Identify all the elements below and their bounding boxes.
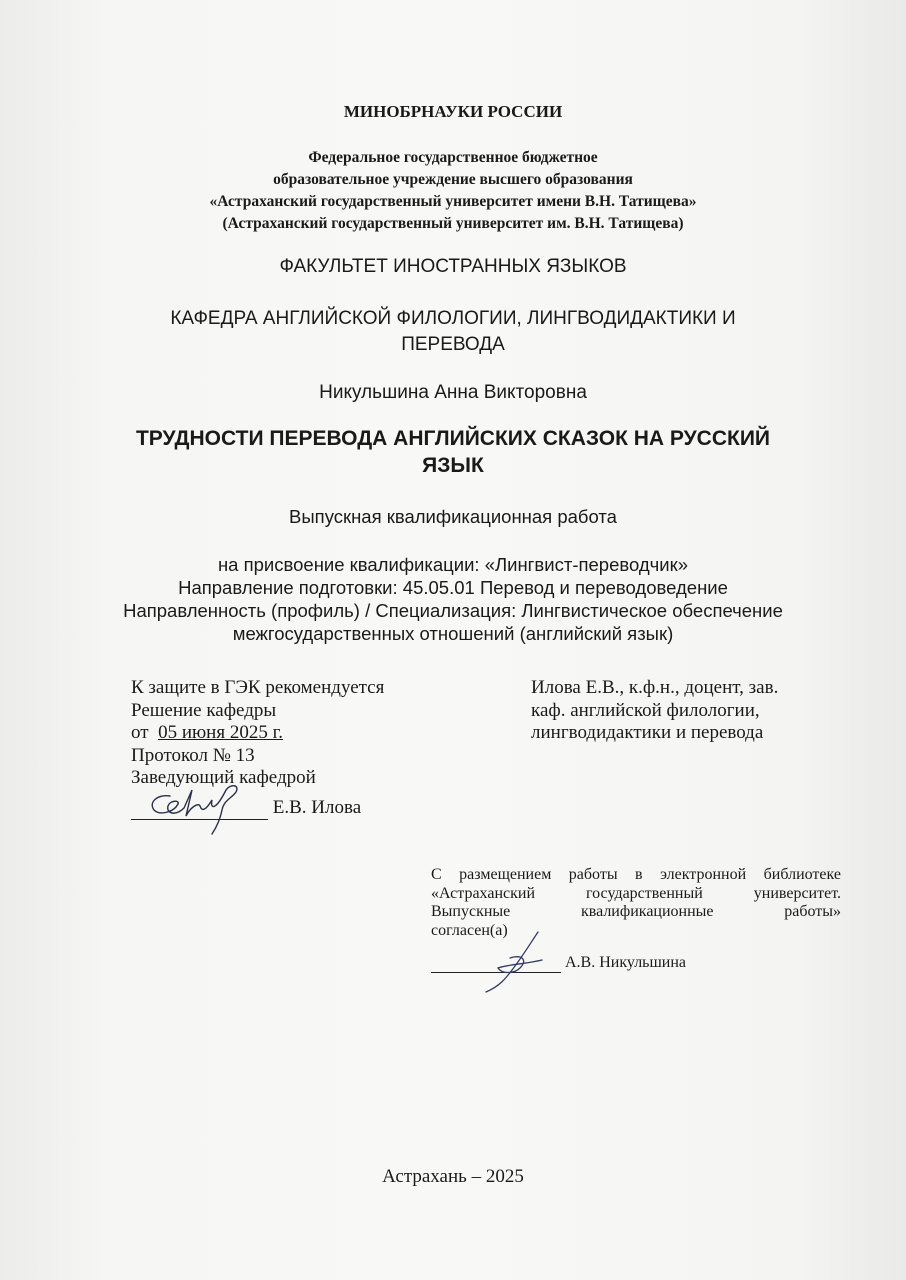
qualification-line: Направленность (профиль) / Специализация: Лингвистическое обеспечение: [123, 600, 783, 621]
decision-date: [131, 722, 451, 745]
supervisor-line: лингводидактики и перевода: [531, 722, 764, 743]
date-value: 05 июня 2025 г.: [158, 722, 283, 743]
recommended-label: К защите в ГЭК рекомендуется: [131, 677, 385, 698]
protocol-number: Протокол № 13: [131, 744, 255, 766]
institution-line: (Астраханский государственный университет им. В.Н. Татищева): [222, 215, 684, 232]
institution-line: «Астраханский государственный университет имени В.Н. Татищева»: [209, 193, 697, 210]
ministry-name: МИНОБРНАУКИ РОССИИ: [343, 102, 563, 121]
student-signature-line: [431, 954, 686, 973]
qualification-block: [0, 553, 906, 645]
qualification-line: на присвоение квалификации: «Лингвист-переводчик»: [217, 554, 689, 575]
author-name: Никульшина Анна Викторовна: [319, 382, 587, 403]
head-label: Заведующий кафедрой: [131, 767, 316, 788]
library-line: «Астраханский государственный университет.: [431, 884, 841, 902]
qualification-line: Направление подготовки: 45.05.01 Перевод и переводоведение: [178, 577, 728, 598]
library-line: согласен(а): [431, 921, 508, 939]
supervisor-info: [531, 677, 841, 745]
title-line: ТРУДНОСТИ ПЕРЕВОДА АНГЛИЙСКИХ СКАЗОК НА РУССКИЙ: [135, 427, 771, 450]
student-signature-icon: [480, 930, 550, 994]
qualification-line: межгосударственных отношений (английский язык): [232, 623, 674, 644]
decision-label: Решение кафедры: [131, 699, 277, 721]
defense-recommendation: [131, 677, 451, 790]
institution-line: образовательное учреждение высшего образования: [273, 171, 633, 188]
department-name: [0, 306, 906, 358]
supervisor-line: Илова Е.В., к.ф.н., доцент, зав.: [531, 677, 779, 698]
thesis-title: [0, 425, 906, 479]
supervisor-line: каф. английской филологии,: [531, 699, 760, 721]
date-prefix: от: [131, 722, 149, 743]
institution-name: [0, 147, 906, 235]
library-line: С размещением работы в электронной библиотеке: [431, 866, 841, 883]
head-signature-icon: [140, 776, 250, 836]
student-name: А.В. Никульшина: [565, 954, 687, 971]
work-type: Выпускная квалификационная работа: [289, 506, 617, 527]
head-name: Е.В. Илова: [272, 797, 362, 818]
institution-line: Федеральное государственное бюджетное: [308, 149, 598, 166]
department-line: КАФЕДРА АНГЛИЙСКОЙ ФИЛОЛОГИИ, ЛИНГВОДИДАКТИКИ И: [170, 308, 736, 329]
faculty-name: ФАКУЛЬТЕТ ИНОСТРАННЫХ ЯЗЫКОВ: [279, 256, 627, 277]
city-year: Астрахань – 2025: [382, 1166, 524, 1187]
library-line: Выпускные квалификационные работы»: [431, 903, 841, 920]
department-line: ПЕРЕВОДА: [401, 334, 505, 355]
library-consent: [431, 866, 841, 940]
title-line: ЯЗЫК: [422, 454, 484, 477]
